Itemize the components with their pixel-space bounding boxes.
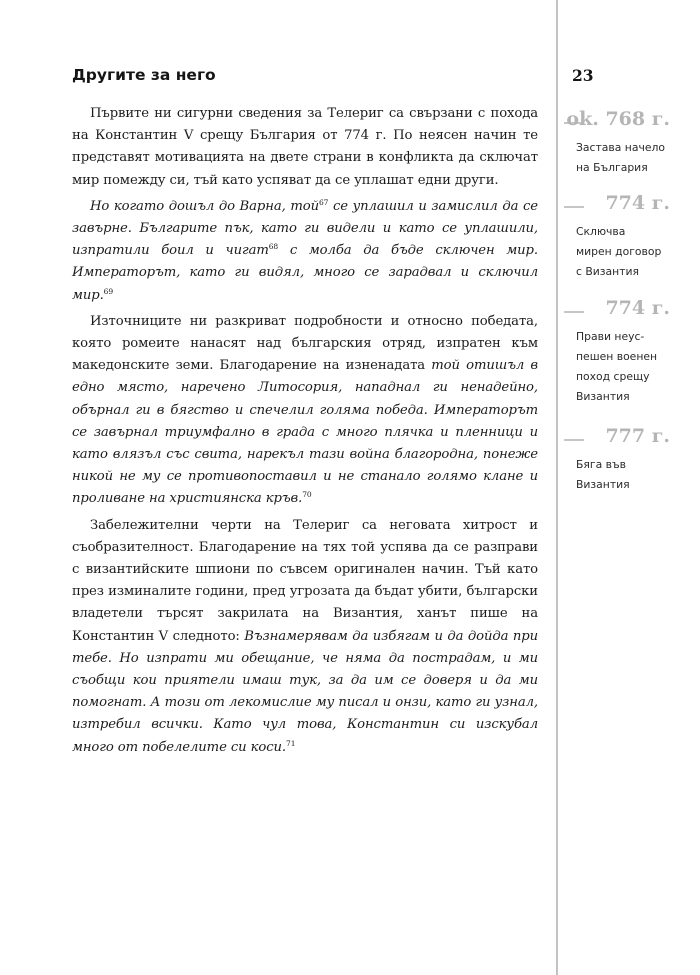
main-text: [72, 103, 538, 759]
quote-text: Но когато дошъл до Варна, той: [90, 198, 319, 214]
quote-text: се уплашил и замислил да се завърне. Българите пък, като ги видели и като се уплашили, изпратили боил и чигат: [72, 198, 539, 259]
timeline-entry: [560, 194, 670, 282]
timeline-rule: [564, 439, 584, 441]
footnote-ref: 67: [318, 197, 329, 207]
paragraph-1: Първите ни сигурни сведения за Телериг са свързани с похода на Константин V срещу България от 774 г. По неясен начин те представят мотивацията на двете страни в конфликта да сключат мир помежду си, тъй като успяват да се уплашат едни други.: [72, 106, 538, 188]
timeline-line: пешен военен: [576, 350, 658, 363]
timeline-text: [576, 138, 670, 178]
timeline-year: 774 г.: [605, 192, 670, 214]
timeline-entry: [560, 299, 670, 407]
timeline-rule: [564, 311, 584, 313]
timeline-line: Византия: [576, 390, 630, 403]
timeline-line: Сключва: [576, 225, 626, 238]
footnote-ref: 70: [302, 490, 312, 500]
footnote-ref: 69: [103, 286, 114, 296]
paragraph-3: [72, 515, 538, 759]
margin-divider-line: [556, 0, 558, 975]
timeline-entry: [560, 110, 670, 178]
section-heading: Другите за него: [72, 66, 216, 84]
quote-text: с молба да бъде сключен мир. Императорът, като ги видял, много се зарадвал и сключил мир.: [72, 243, 538, 303]
timeline-line: Прави неус-: [576, 330, 645, 343]
timeline-line: Застава начело: [576, 141, 665, 154]
timeline-line: мирен договор: [576, 245, 662, 258]
timeline-year: 774 г.: [605, 297, 670, 319]
timeline-year: ok. 768 г.: [566, 108, 670, 130]
timeline-line: поход срещу: [576, 370, 650, 383]
paragraph-text: Източниците ни разкриват подробности и относно победата, която ромеите нанасят над българския отряд, изпратен към македонските земи. Благодарение на изненадата: [72, 313, 538, 374]
quote-text: Възнамерявам да избягам и да дойда при тебе. Но изпрати ми обещание, че няма да пострадам, и ми съобщи кои приятели имаш тук, за да им се доверя и да ми помогнат. А този от лекомислие му писал и онзи, като ги узнал, изтребил всички. Като чул това, Константин си изскубал много от побелелите си коси.: [72, 628, 538, 755]
timeline-line: Византия: [576, 478, 630, 491]
quote-1: [72, 196, 538, 307]
timeline-text: [576, 327, 670, 407]
timeline-line: Бяга във: [576, 458, 626, 471]
timeline-line: на България: [576, 161, 648, 174]
timeline-entry: [560, 427, 670, 495]
page-number: 23: [572, 66, 594, 85]
quote-text: той отишъл в едно място, наречено Литосория, нападнал ги ненадейно, обърнал ги в бягство и спечелил голяма победа. Императорът се завърнал триумфално в града с много плячка и пленници и като влязъл със свита, нарекъл тази война благородна, понеже никой не му се противопоставил и не станало голямо клане и проливане на християнска кръв.: [72, 358, 538, 507]
timeline-year: 777 г.: [605, 425, 670, 447]
timeline-text: [576, 222, 670, 282]
footnote-ref: 68: [268, 242, 279, 252]
paragraph-text: Забележителни черти на Телериг са неговата хитрост и съобразителност. Благодарение на тях той успява да се разправи с византийските шпиони по съвсем оригинален начин. Тъй като през изминалите години, пред угрозата да бъдат убити, български владетели търсят закрилата на Византия, ханът пише на Константин V следното:: [72, 517, 538, 644]
timeline-line: с Византия: [576, 265, 640, 278]
footnote-ref: 71: [286, 738, 296, 748]
timeline-rule: [564, 206, 584, 208]
paragraph-2: [72, 311, 538, 511]
timeline-text: [576, 455, 670, 495]
